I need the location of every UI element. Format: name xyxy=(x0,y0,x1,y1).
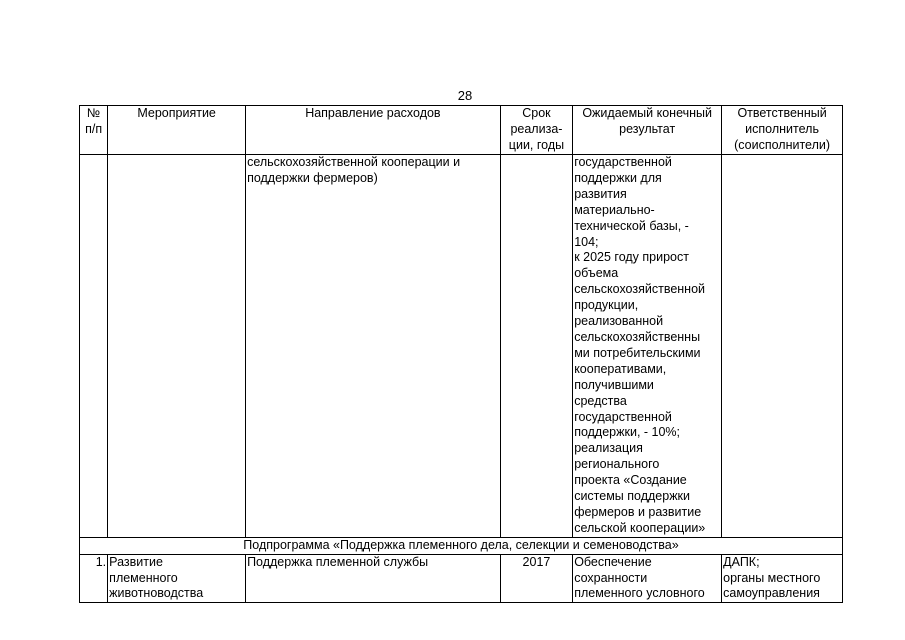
cell-result: Обеспечение сохранности племенного условного xyxy=(573,554,722,603)
cell-num: 1. xyxy=(80,554,108,603)
header-term: Срок реализа- ции, годы xyxy=(500,106,572,155)
header-direction: Направление расходов xyxy=(246,106,501,155)
program-table xyxy=(79,105,843,603)
cell-executor: ДАПК; органы местного самоуправления xyxy=(722,554,843,603)
table-header-row xyxy=(80,106,843,155)
cell-event xyxy=(108,155,246,538)
table-row xyxy=(80,155,843,538)
header-result: Ожидаемый конечный результат xyxy=(573,106,722,155)
cell-term: 2017 xyxy=(500,554,572,603)
cell-event: Развитие племенного животноводства xyxy=(108,554,246,603)
cell-executor xyxy=(722,155,843,538)
header-event: Мероприятие xyxy=(108,106,246,155)
table-row xyxy=(80,554,843,603)
header-num: № п/п xyxy=(80,106,108,155)
page-number: 28 xyxy=(457,88,473,103)
subprogram-title: Подпрограмма «Поддержка племенного дела, селекции и семеноводства» xyxy=(80,537,843,554)
cell-result: государственной поддержки для развития материально- технической базы, - 104; к 2025 году прирост объема сельскохозяйственной продукции, реализованной сельскохозяйственны ми потребительскими кооперативами, получившими средства государственной поддержки, - 10%; реализация регионального проекта «Создание системы поддержки фермеров и развитие сельской кооперации» xyxy=(573,155,722,538)
header-executor: Ответственный исполнитель (соисполнители) xyxy=(722,106,843,155)
cell-direction: Поддержка племенной службы xyxy=(246,554,501,603)
cell-term xyxy=(500,155,572,538)
subprogram-row xyxy=(80,537,843,554)
cell-num xyxy=(80,155,108,538)
cell-direction: сельскохозяйственной кооперации и поддержки фермеров) xyxy=(246,155,501,538)
